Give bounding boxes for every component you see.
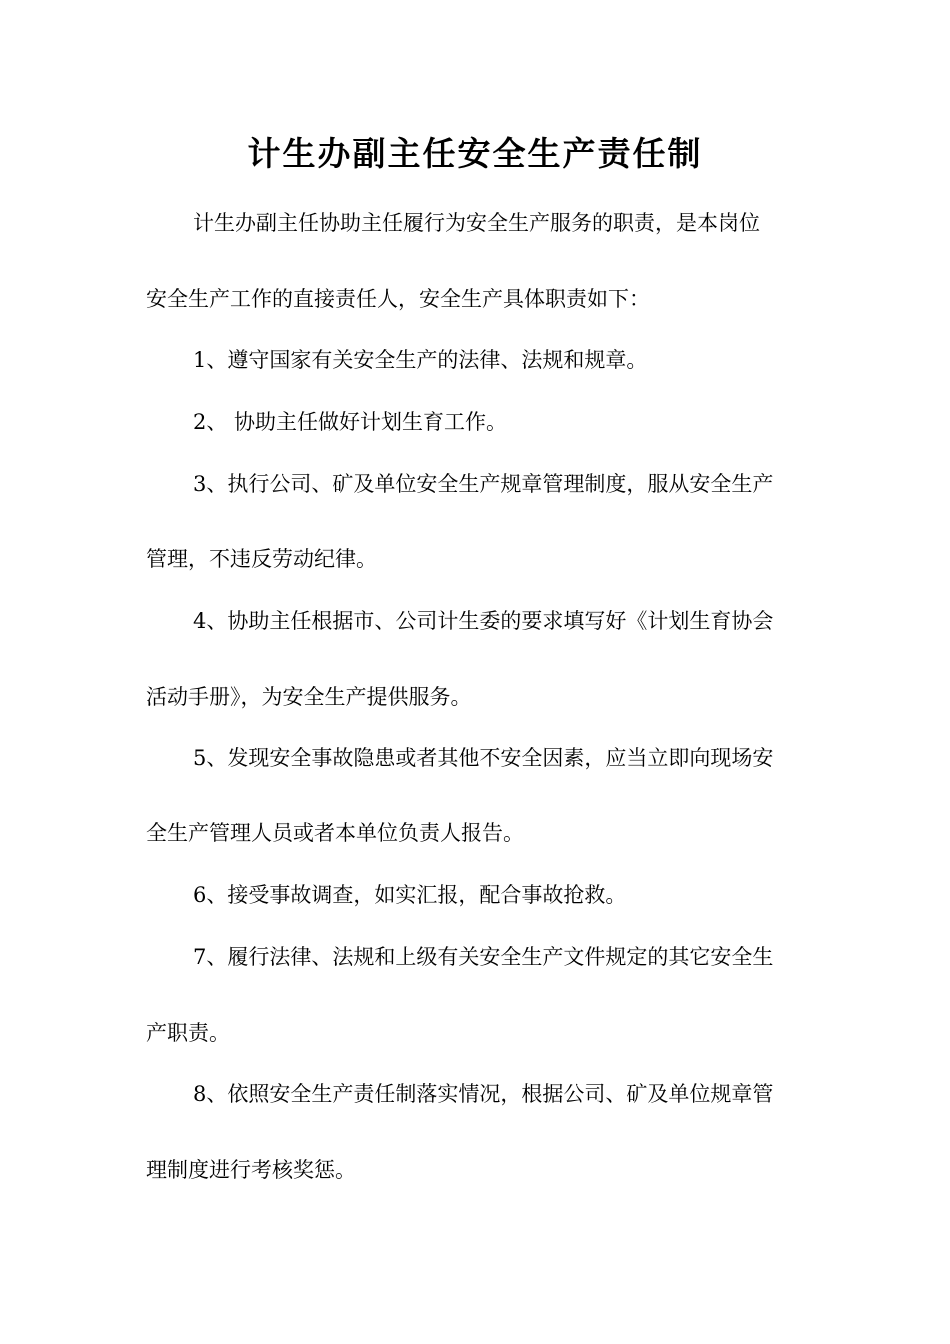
item-4-line-2: 活动手册》，为安全生产提供服务。	[146, 685, 472, 709]
item-5-line-1: 5、发现安全事故隐患或者其他不安全因素，应当立即向现场安	[193, 746, 774, 770]
item-7-line-2: 产职责。	[146, 1021, 230, 1045]
item-3-line-2: 管理，不违反劳动纪律。	[146, 547, 377, 571]
item-4-line-1: 4、协助主任根据市、公司计生委的要求填写好《计划生育协会	[193, 609, 774, 633]
item-1-line-1: 1、遵守国家有关安全生产的法律、法规和规章。	[193, 348, 648, 372]
document-title: 计生办副主任安全生产责任制	[247, 134, 703, 173]
item-8-line-2: 理制度进行考核奖惩。	[146, 1158, 356, 1182]
item-7-line-1: 7、履行法律、法规和上级有关安全生产文件规定的其它安全生	[193, 945, 774, 969]
intro-line-1: 计生办副主任协助主任履行为安全生产服务的职责，是本岗位	[193, 211, 760, 235]
item-2-line-1: 2、 协助主任做好计划生育工作。	[193, 410, 508, 434]
item-8-line-1: 8、依照安全生产责任制落实情况，根据公司、矿及单位规章管	[193, 1082, 774, 1106]
item-6-line-1: 6、接受事故调查，如实汇报，配合事故抢救。	[193, 883, 627, 907]
item-5-line-2: 全生产管理人员或者本单位负责人报告。	[146, 821, 524, 845]
intro-line-2: 安全生产工作的直接责任人，安全生产具体职责如下：	[146, 287, 650, 311]
item-3-line-1: 3、执行公司、矿及单位安全生产规章管理制度，服从安全生产	[193, 472, 774, 496]
